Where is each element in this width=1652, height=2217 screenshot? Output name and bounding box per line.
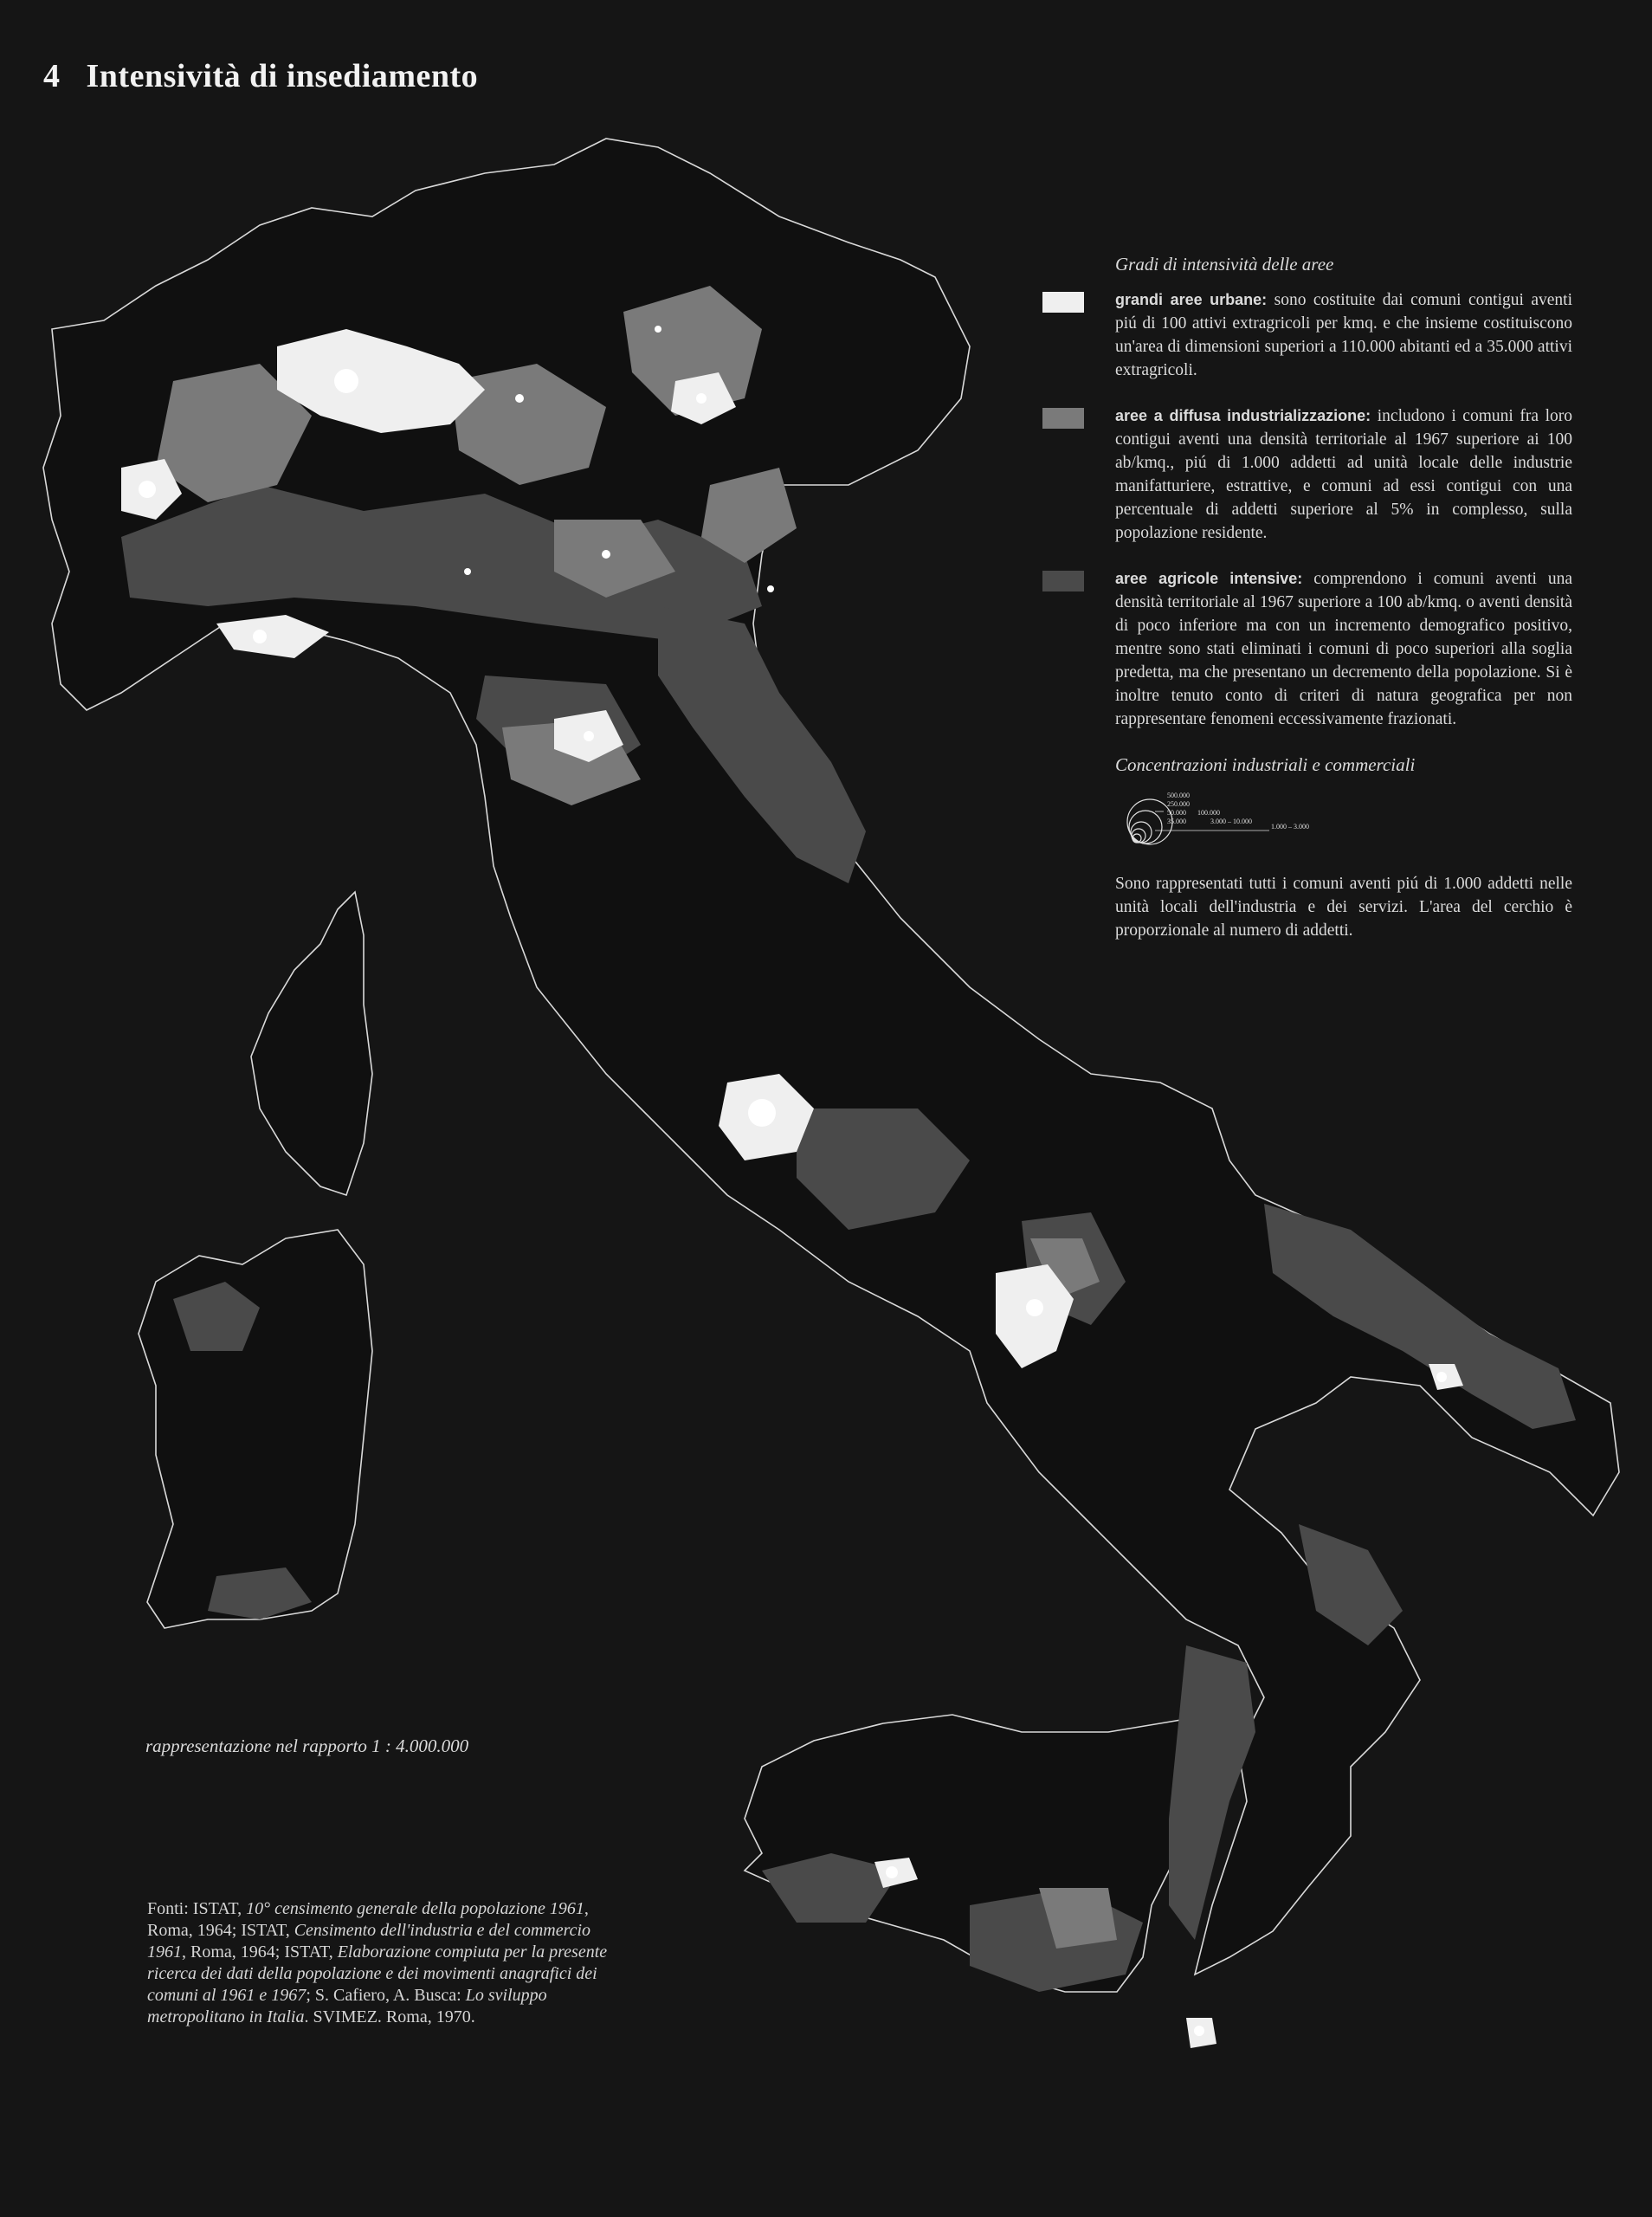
circle-label-6: 3.000 – 10.000 — [1210, 818, 1252, 825]
legend-label-urban: grandi aree urbane: — [1115, 291, 1268, 308]
legend-swatch-urban — [1042, 292, 1084, 313]
sardinia — [139, 1230, 372, 1628]
circle-label-5: 35.000 — [1167, 818, 1186, 825]
legend-heading: Gradi di intensività delle aree — [1115, 254, 1334, 275]
map-scale: rappresentazione nel rapporto 1 : 4.000.000 — [145, 1735, 469, 1756]
map-legend — [1115, 253, 1572, 942]
sources-work-3: Elaborazione compiuta per la presente ricerca dei dati della popolazione e dei movimenti anagrafici dei comuni al 1961 e 1967 — [147, 1942, 608, 2005]
title-text: Intensività di insediamento — [86, 58, 479, 94]
legend-label-agricultural: aree agricole intensive: — [1115, 570, 1303, 587]
circle-label-7: 1.000 – 3.000 — [1271, 823, 1309, 831]
sources-mid-1: , Roma, 1964; ISTAT, — [147, 1899, 589, 1940]
sources-mid-3: ; S. Cafiero, A. Busca: — [306, 1986, 466, 2005]
legend-text-industrial: includono i comuni fra loro contigui aventi una densità territoriale al 1967 superiore ai 100 ab/kmq., piú di 1.000 addetti ad unità locale delle industrie manifatturiere, estrattive, e comuni ad essi contigui con una percentuale di addetti superiore al 5% in complesso, sulla popolazione residente. — [1115, 407, 1572, 542]
legend-swatch-agricultural — [1042, 571, 1084, 591]
legend-entry-urban — [1115, 288, 1572, 382]
title-number: 4 — [43, 58, 61, 94]
concentration-heading: Concentrazioni industriali e commerciali — [1115, 754, 1416, 775]
sources-work-1: 10° censimento generale della popolazione 1961 — [246, 1899, 584, 1918]
concentration-note: Sono rappresentati tutti i comuni aventi piú di 1.000 addetti nelle unità locali dell'industria e dei servizi. L'area del cerchio è proporzionale al numero di addetti. — [1115, 875, 1572, 940]
legend-swatch-industrial — [1042, 408, 1084, 429]
legend-entry-industrial — [1115, 404, 1572, 545]
legend-text-agricultural: comprendono i comuni aventi una densità territoriale al 1967 superiore a 100 ab/kmq. o aventi densità di poco inferiore ma con un incremento demografico positivo, mentre sono stati eliminati i comuni di poco superiori alla soglia predetta, ma che presentano un decremento della popolazione. Si è inoltre tenuto conto di criteri di natura geografica per non rappresentare fenomeni eccessivamente frazionati. — [1115, 570, 1573, 728]
sources-tail: . SVIMEZ. Roma, 1970. — [304, 2007, 475, 2026]
sources-work-2: Censimento dell'industria e del commercio 1961 — [147, 1921, 591, 1962]
sources-note — [147, 1898, 632, 2028]
sources-work-4: Lo sviluppo metropolitano in Italia — [147, 1986, 547, 2026]
circle-label-2: 250.000 — [1167, 800, 1190, 808]
sources-prefix: Fonti: ISTAT, — [147, 1899, 247, 1918]
circle-label-3: 100.000 — [1197, 809, 1220, 817]
circle-size-legend — [1115, 785, 1375, 846]
circle-label-4: 50.000 — [1167, 809, 1186, 817]
legend-label-industrial: aree a diffusa industrializzazione: — [1115, 407, 1371, 424]
sources-mid-2: , Roma, 1964; ISTAT, — [182, 1942, 338, 1962]
legend-entry-agricultural — [1115, 567, 1572, 731]
circle-label-1: 500.000 — [1167, 792, 1190, 799]
legend-text-urban: sono costituite dai comuni contigui aventi piú di 100 attivi extragricoli per kmq. e che insieme costituiscono un'area di dimensioni superiori a 110.000 abitanti ed a 35.000 attivi extragricoli. — [1115, 291, 1572, 379]
corsica — [251, 892, 372, 1195]
